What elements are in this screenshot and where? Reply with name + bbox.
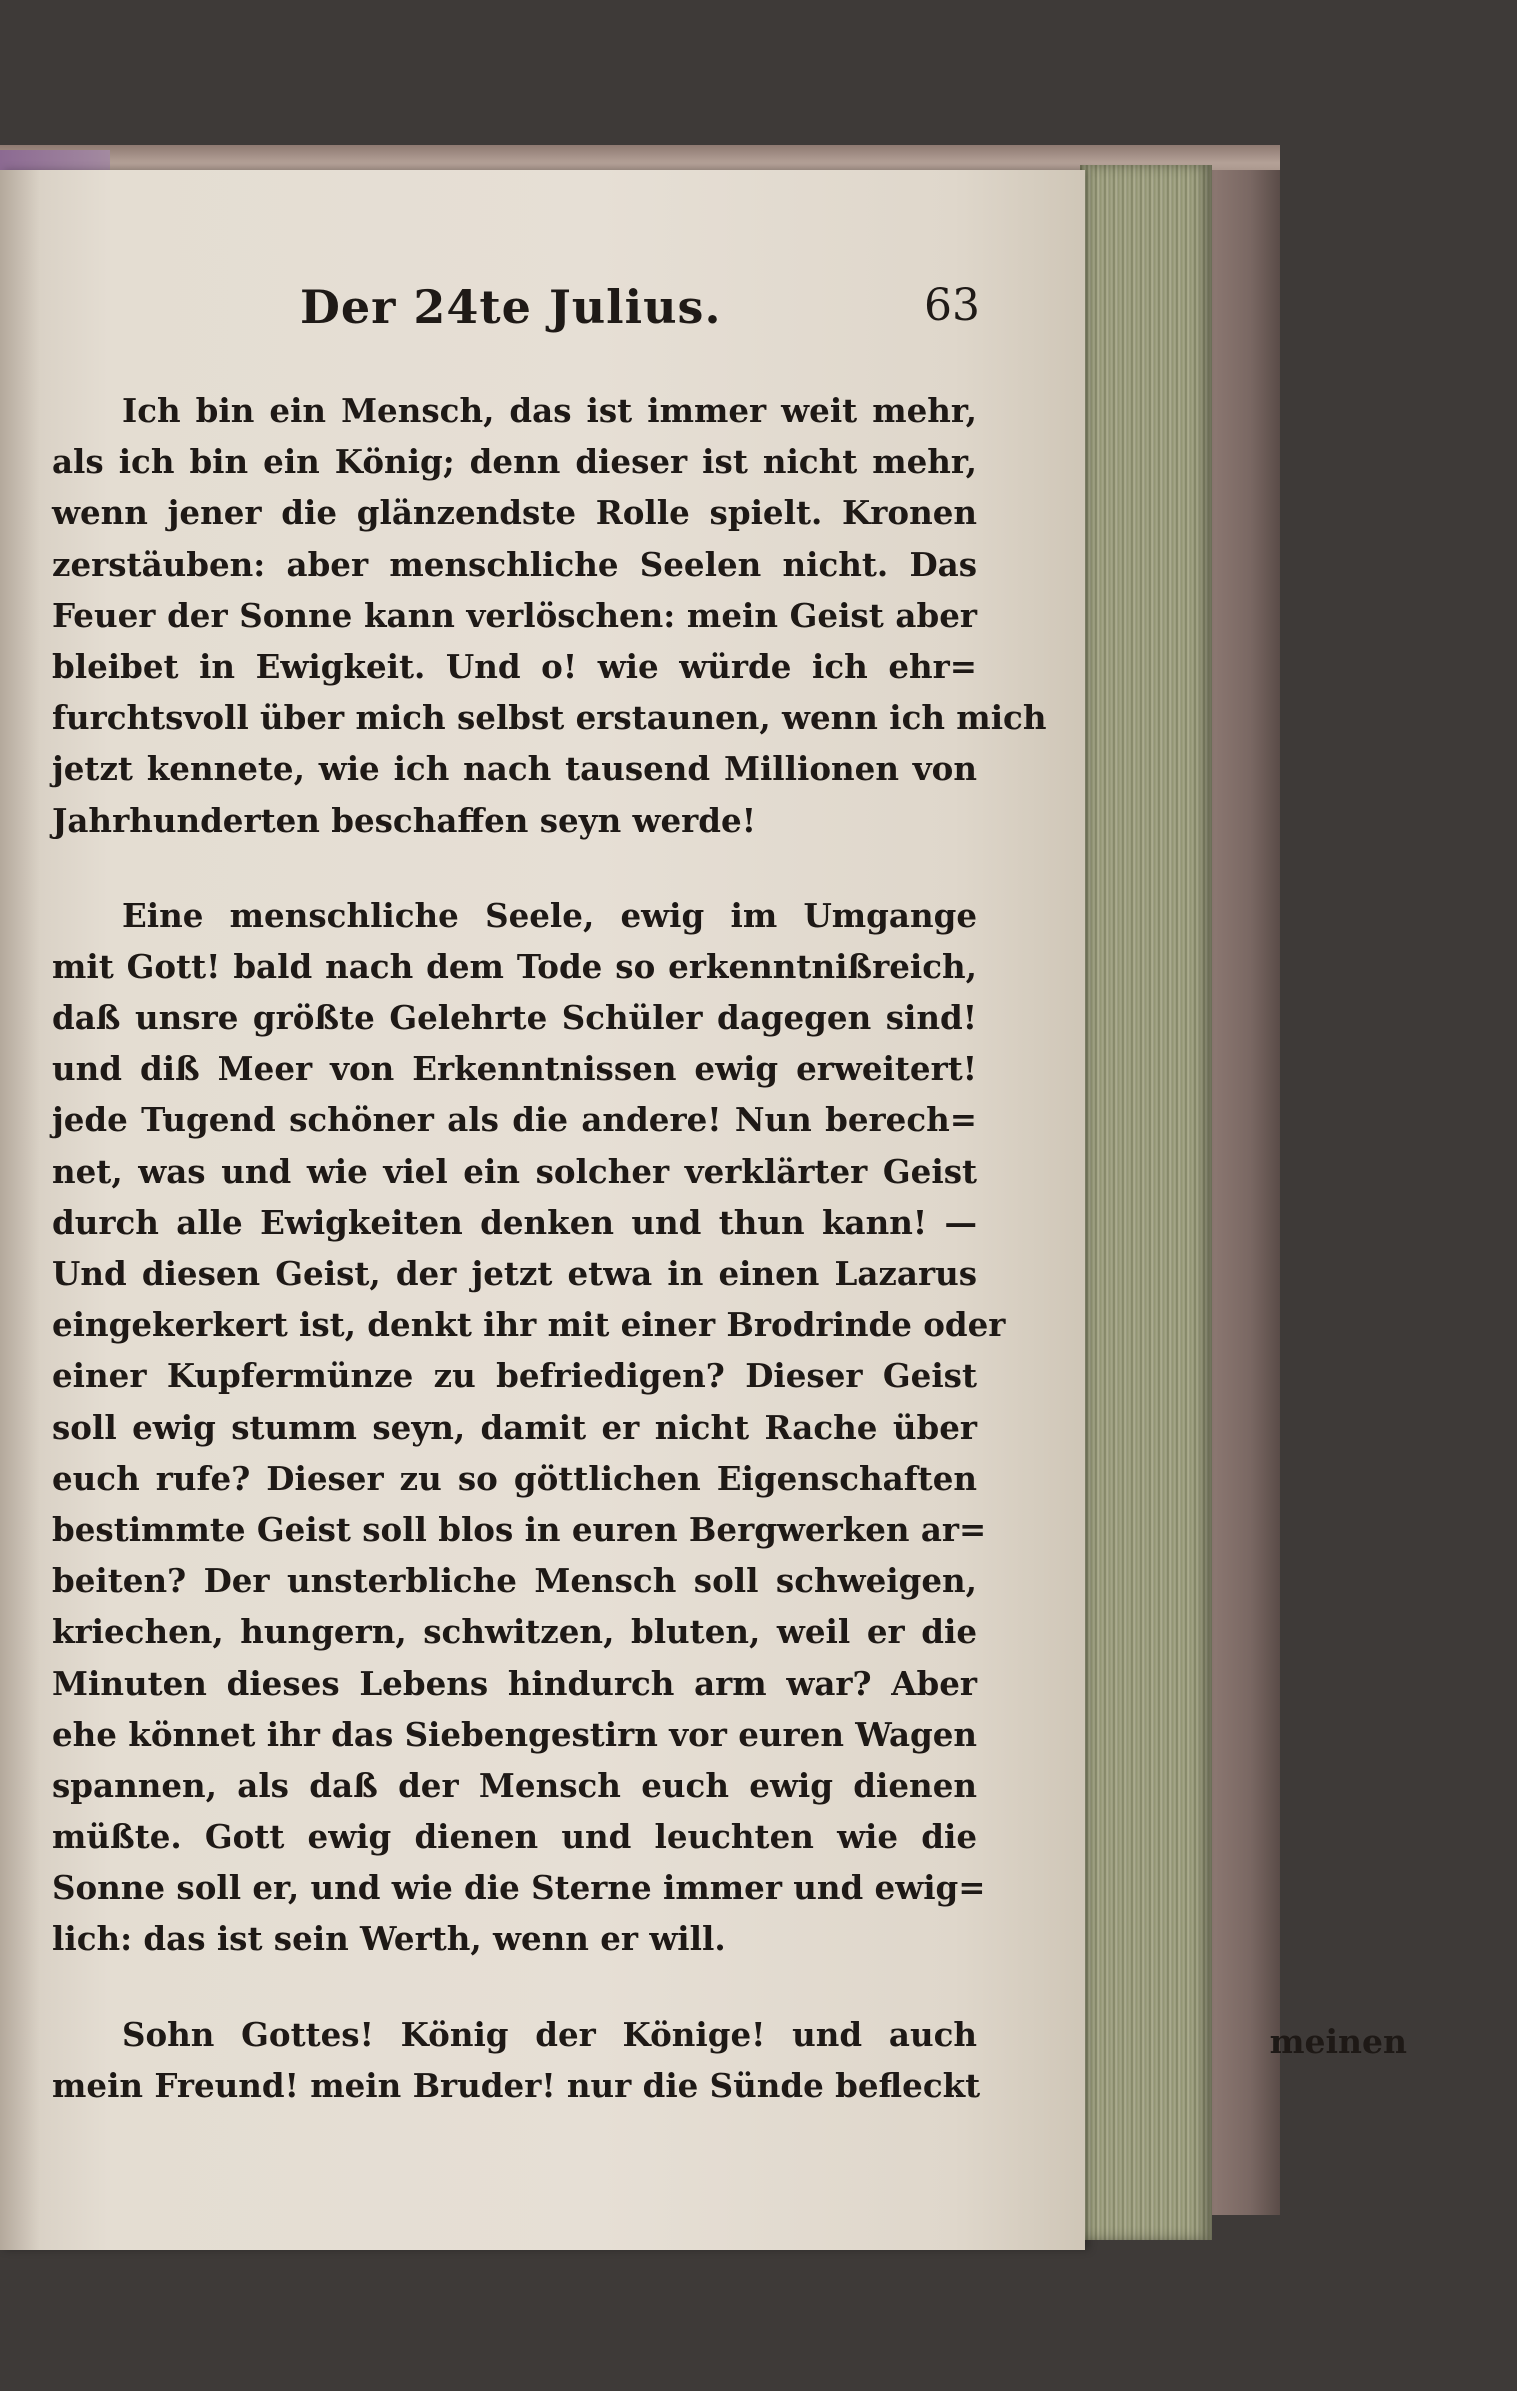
text-line: Sonne soll er, und wie die Sterne immer und ewig= bbox=[52, 1868, 986, 1908]
text-line: beiten? Der unsterbliche Mensch soll schweigen, bbox=[52, 1561, 977, 1601]
text-line: net, was und wie viel ein solcher verklärter Geist bbox=[52, 1151, 977, 1191]
paragraph-gap bbox=[52, 846, 977, 890]
text-line: einer Kupfermünze zu befriedigen? Dieser Geist bbox=[52, 1356, 977, 1396]
text-line: furchtsvoll über mich selbst erstaunen, wenn ich mich bbox=[52, 698, 1047, 738]
text-line: eingekerkert ist, denkt ihr mit einer Brodrinde oder bbox=[52, 1305, 1006, 1345]
text-line: spannen, als daß der Mensch euch ewig dienen bbox=[52, 1765, 977, 1805]
text-line: wenn jener die glänzendste Rolle spielt. Kronen bbox=[52, 493, 977, 533]
text-line: müßte. Gott ewig dienen und leuchten wie die bbox=[52, 1817, 977, 1857]
text-line: Eine menschliche Seele, ewig im Umgange bbox=[122, 895, 977, 935]
page-stack-edge bbox=[1080, 165, 1212, 2240]
text-line: kriechen, hungern, schwitzen, bluten, weil er die bbox=[52, 1612, 977, 1652]
text-line: bleibet in Ewigkeit. Und o! wie würde ich ehr= bbox=[52, 646, 977, 686]
text-line: als ich bin ein König; denn dieser ist nicht mehr, bbox=[52, 442, 977, 482]
paragraph bbox=[52, 2009, 981, 2111]
body-text bbox=[52, 385, 1047, 2111]
paragraph bbox=[52, 385, 1047, 846]
text-line: Jahrhunderten beschaffen seyn werde! bbox=[52, 800, 756, 840]
text-line: Ich bin ein Mensch, das ist immer weit mehr, bbox=[122, 391, 977, 430]
text-line: zerstäuben: aber menschliche Seelen nicht. Das bbox=[52, 544, 977, 584]
text-line: Minuten dieses Lebens hindurch arm war? Aber bbox=[52, 1663, 977, 1703]
text-line: ehe könnet ihr das Siebengestirn vor euren Wagen bbox=[52, 1714, 978, 1754]
text-line: mit Gott! bald nach dem Tode so erkenntnißreich, bbox=[52, 946, 977, 986]
text-line: bestimmte Geist soll blos in euren Bergwerken ar= bbox=[52, 1509, 987, 1549]
running-title: Der 24te Julius. bbox=[300, 280, 722, 334]
text-line: jetzt kennete, wie ich nach tausend Millionen von bbox=[52, 749, 977, 789]
text-line: Und diesen Geist, der jetzt etwa in einen Lazarus bbox=[52, 1254, 977, 1293]
text-line: Sohn Gottes! König der Könige! und auch bbox=[122, 2014, 977, 2054]
page-number: 63 bbox=[924, 280, 980, 331]
text-line: durch alle Ewigkeiten denken und thun kann! — bbox=[52, 1202, 977, 1242]
paragraph-gap bbox=[52, 1965, 977, 2009]
text-line: lich: das ist sein Werth, wenn er will. bbox=[52, 1919, 726, 1959]
text-line: daß unsre größte Gelehrte Schüler dagegen sind! bbox=[52, 998, 977, 1038]
text-line: mein Freund! mein Bruder! nur die Sünde befleckt bbox=[52, 2065, 981, 2105]
text-line: und diß Meer von Erkenntnissen ewig erweitert! bbox=[52, 1049, 977, 1089]
text-line: jede Tugend schöner als die andere! Nun berech= bbox=[52, 1100, 977, 1140]
text-line: soll ewig stumm seyn, damit er nicht Rache über bbox=[52, 1407, 977, 1447]
paragraph bbox=[52, 890, 1006, 1965]
running-head bbox=[300, 280, 980, 340]
text-line: Feuer der Sonne kann verlöschen: mein Geist aber bbox=[52, 595, 977, 635]
catchword: meinen bbox=[1269, 2022, 1407, 2061]
text-line: euch rufe? Dieser zu so göttlichen Eigenschaften bbox=[52, 1458, 977, 1498]
